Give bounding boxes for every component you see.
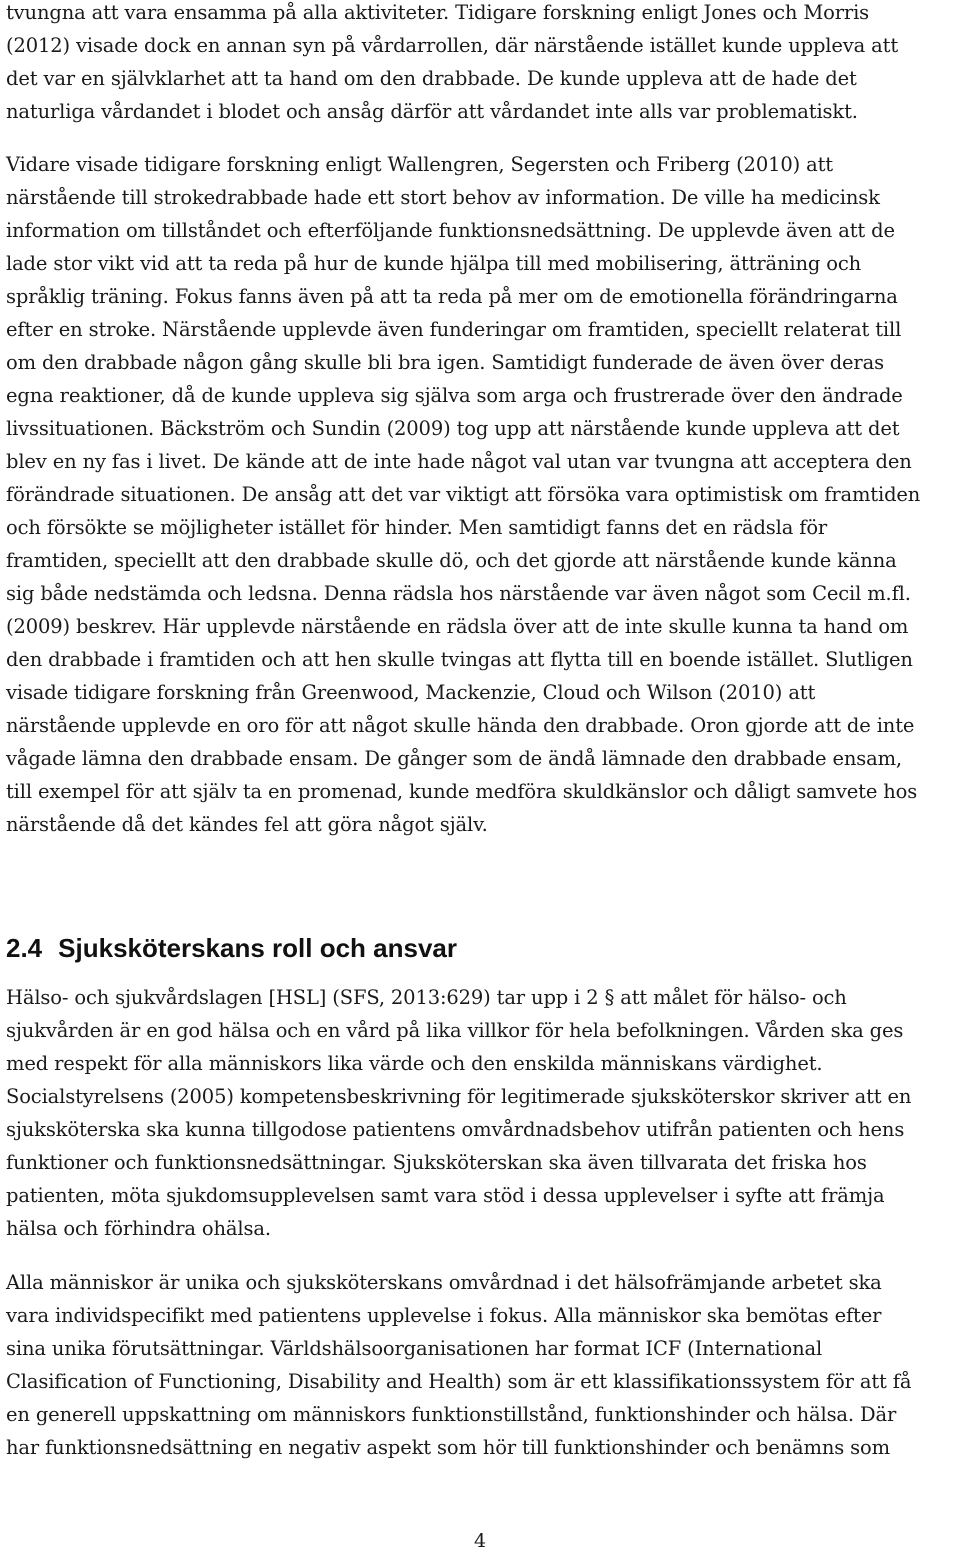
page-number: 4 <box>473 1530 487 1552</box>
section-title: Sjuksköterskans roll och ansvar <box>58 933 458 963</box>
paragraph-3 <box>6 981 956 1245</box>
text-line: närstående upplevde en oro för att något skulle hända den drabbade. Oron gjorde att de inte <box>6 714 915 737</box>
text-line: Alla människor är unika och sjuksköterskans omvårdnad i det hälsofrämjande arbetet ska <box>6 1271 882 1294</box>
text-line: tvungna att vara ensamma på alla aktiviteter. Tidigare forskning enligt Jones och Morris <box>6 1 870 24</box>
text-line: sjuksköterska ska kunna tillgodose patientens omvårdnadsbehov utifrån patienten och hens <box>6 1118 905 1141</box>
text-line: egna reaktioner, då de kunde uppleva sig själva som arga och frustrerade över den ändrade <box>6 384 903 407</box>
text-line: patienten, möta sjukdomsupplevelsen samt vara stöd i dessa upplevelser i syfte att främja <box>6 1184 885 1207</box>
text-line: Clasification of Functioning, Disability and Health) som är ett klassifikationssystem för att få <box>6 1370 912 1393</box>
text-line: sina unika förutsättningar. Världshälsoorganisationen har format ICF (International <box>6 1337 823 1360</box>
text-line: (2012) visade dock en annan syn på vårdarrollen, där närstående istället kunde uppleva att <box>6 34 899 57</box>
text-line: Socialstyrelsens (2005) kompetensbeskrivning för legitimerade sjuksköterskor skriver att en <box>6 1085 912 1108</box>
text-line: till exempel för att själv ta en promenad, kunde medföra skuldkänslor och dåligt samvete hos <box>6 780 918 803</box>
text-line: närstående då det kändes fel att göra något själv. <box>6 813 488 836</box>
text-line: information om tillståndet och efterföljande funktionsnedsättning. De upplevde även att de <box>6 219 895 242</box>
text-line: framtiden, speciellt att den drabbade skulle dö, och det gjorde att närstående kunde känna <box>6 549 897 572</box>
text-line: med respekt för alla människors lika värde och den enskilda människans värdighet. <box>6 1052 823 1075</box>
text-line: lade stor vikt vid att ta reda på hur de kunde hjälpa till med mobilisering, ätträning och <box>6 252 862 275</box>
text-line: sjukvården är en god hälsa och en vård på lika villkor för hela befolkningen. Vården ska ges <box>6 1019 904 1042</box>
text-line: en generell uppskattning om människors funktionstillstånd, funktionshinder och hälsa. Där <box>6 1403 897 1426</box>
text-line: vara individspecifikt med patientens upplevelse i fokus. Alla människor ska bemötas efter <box>6 1304 882 1327</box>
paragraph-1 <box>6 0 956 128</box>
text-line: naturliga vårdandet i blodet och ansåg därför att vårdandet inte alls var problematiskt. <box>6 100 858 123</box>
text-line: och försökte se möjligheter istället för hinder. Men samtidigt fanns det en rädsla för <box>6 516 828 539</box>
text-line: funktioner och funktionsnedsättningar. Sjuksköterskan ska även tillvarata det friska hos <box>6 1151 867 1174</box>
text-line: blev en ny fas i livet. De kände att de inte hade något val utan var tvungna att acceptera den <box>6 450 912 473</box>
text-line: vågade lämna den drabbade ensam. De gånger som de ändå lämnade den drabbade ensam, <box>6 747 902 770</box>
text-line: sig både nedstämda och ledsna. Denna rädsla hos närstående var även något som Cecil m.fl. <box>6 582 911 605</box>
text-line: Hälso- och sjukvårdslagen [HSL] (SFS, 2013:629) tar upp i 2 § att målet för hälso- och <box>6 986 847 1009</box>
text-line: den drabbade i framtiden och att hen skulle tvingas att flytta till en boende istället. Slutligen <box>6 648 913 671</box>
text-line: närstående till strokedrabbade hade ett stort behov av information. De ville ha medicinsk <box>6 186 880 209</box>
section-number: 2.4 <box>6 933 43 963</box>
text-line: (2009) beskrev. Här upplevde närstående en rädsla över att de inte skulle kunna ta hand om <box>6 615 909 638</box>
text-line: om den drabbade någon gång skulle bli bra igen. Samtidigt funderade de även över deras <box>6 351 884 374</box>
paragraph-4 <box>6 1266 956 1464</box>
text-line: hälsa och förhindra ohälsa. <box>6 1217 271 1240</box>
text-line: visade tidigare forskning från Greenwood, Mackenzie, Cloud och Wilson (2010) att <box>6 681 816 704</box>
section-heading <box>6 928 457 968</box>
paragraph-2 <box>6 148 956 841</box>
text-line: Vidare visade tidigare forskning enligt Wallengren, Segersten och Friberg (2010) att <box>6 153 833 176</box>
text-line: efter en stroke. Närstående upplevde även funderingar om framtiden, speciellt relaterat till <box>6 318 902 341</box>
text-line: det var en självklarhet att ta hand om den drabbade. De kunde uppleva att de hade det <box>6 67 857 90</box>
text-line: har funktionsnedsättning en negativ aspekt som hör till funktionshinder och benämns som <box>6 1436 890 1459</box>
text-line: livssituationen. Bäckström och Sundin (2009) tog upp att närstående kunde uppleva att det <box>6 417 900 440</box>
text-line: förändrade situationen. De ansåg att det var viktigt att försöka vara optimistisk om framtiden <box>6 483 921 506</box>
text-line: språklig träning. Fokus fanns även på att ta reda på mer om de emotionella förändringarna <box>6 285 898 308</box>
